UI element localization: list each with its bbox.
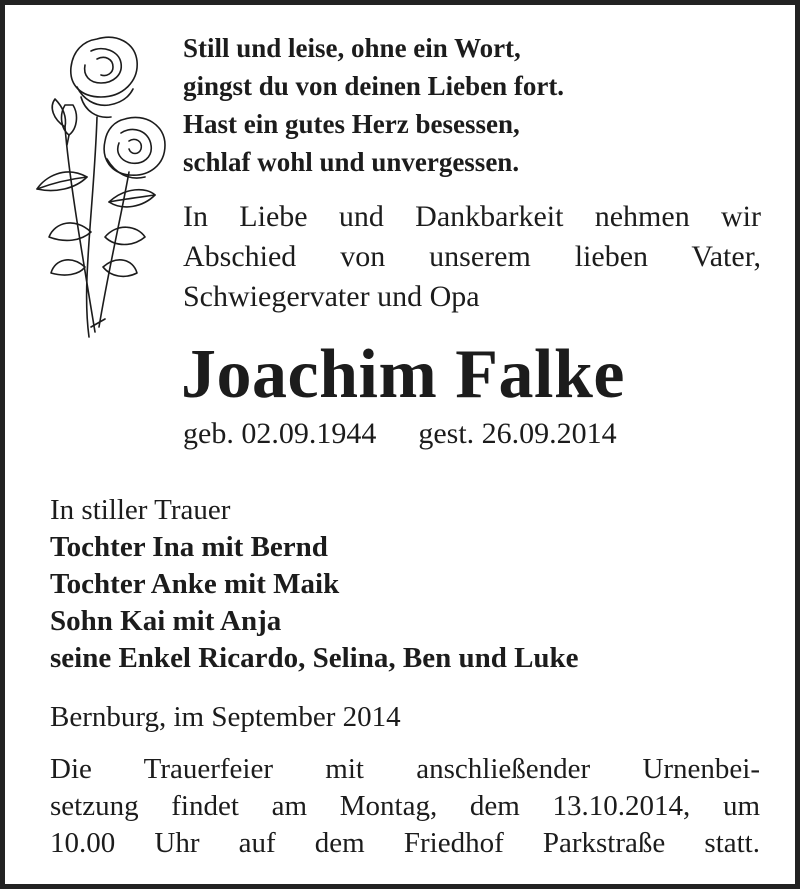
roses-illustration-icon: [25, 27, 175, 342]
birth-date: geb. 02.09.1944: [183, 417, 377, 450]
poem-line: gingst du von deinen Lieben fort.: [183, 71, 565, 101]
life-dates: [183, 414, 617, 454]
poem-line: Still und leise, ohne ein Wort,: [183, 33, 521, 63]
mourner-name: Tochter Anke mit Maik: [50, 568, 340, 600]
death-date: gest. 26.09.2014: [418, 417, 617, 450]
intro-line: Abschied von unserem lieben Vater,: [183, 240, 761, 273]
mourner-name: seine Enkel Ricardo, Selina, Ben und Luke: [50, 642, 579, 674]
poem-line: Hast ein gutes Herz besessen,: [183, 109, 520, 139]
intro-line: In Liebe und Dankbarkeit nehmen wir: [183, 200, 761, 233]
funeral-info: [50, 751, 760, 862]
poem: [183, 29, 564, 181]
mourner-name: Tochter Ina mit Bernd: [50, 531, 328, 563]
funeral-line: Die Trauerfeier mit anschließender Urnenbei-: [50, 753, 760, 785]
intro-text: [183, 197, 761, 317]
funeral-line: 10.00 Uhr auf dem Friedhof Parkstraße statt.: [50, 827, 760, 859]
place-date: Bernburg, im September 2014: [50, 701, 401, 733]
mourner-name: Sohn Kai mit Anja: [50, 605, 282, 637]
mourners-block: [50, 492, 579, 677]
mourners-heading: In stiller Trauer: [50, 494, 231, 526]
intro-line: Schwiegervater und Opa: [183, 280, 480, 313]
poem-line: schlaf wohl und unvergessen.: [183, 147, 520, 177]
funeral-line: setzung findet am Montag, dem 13.10.2014, um: [50, 790, 760, 822]
deceased-name: Joachim Falke: [181, 336, 625, 413]
